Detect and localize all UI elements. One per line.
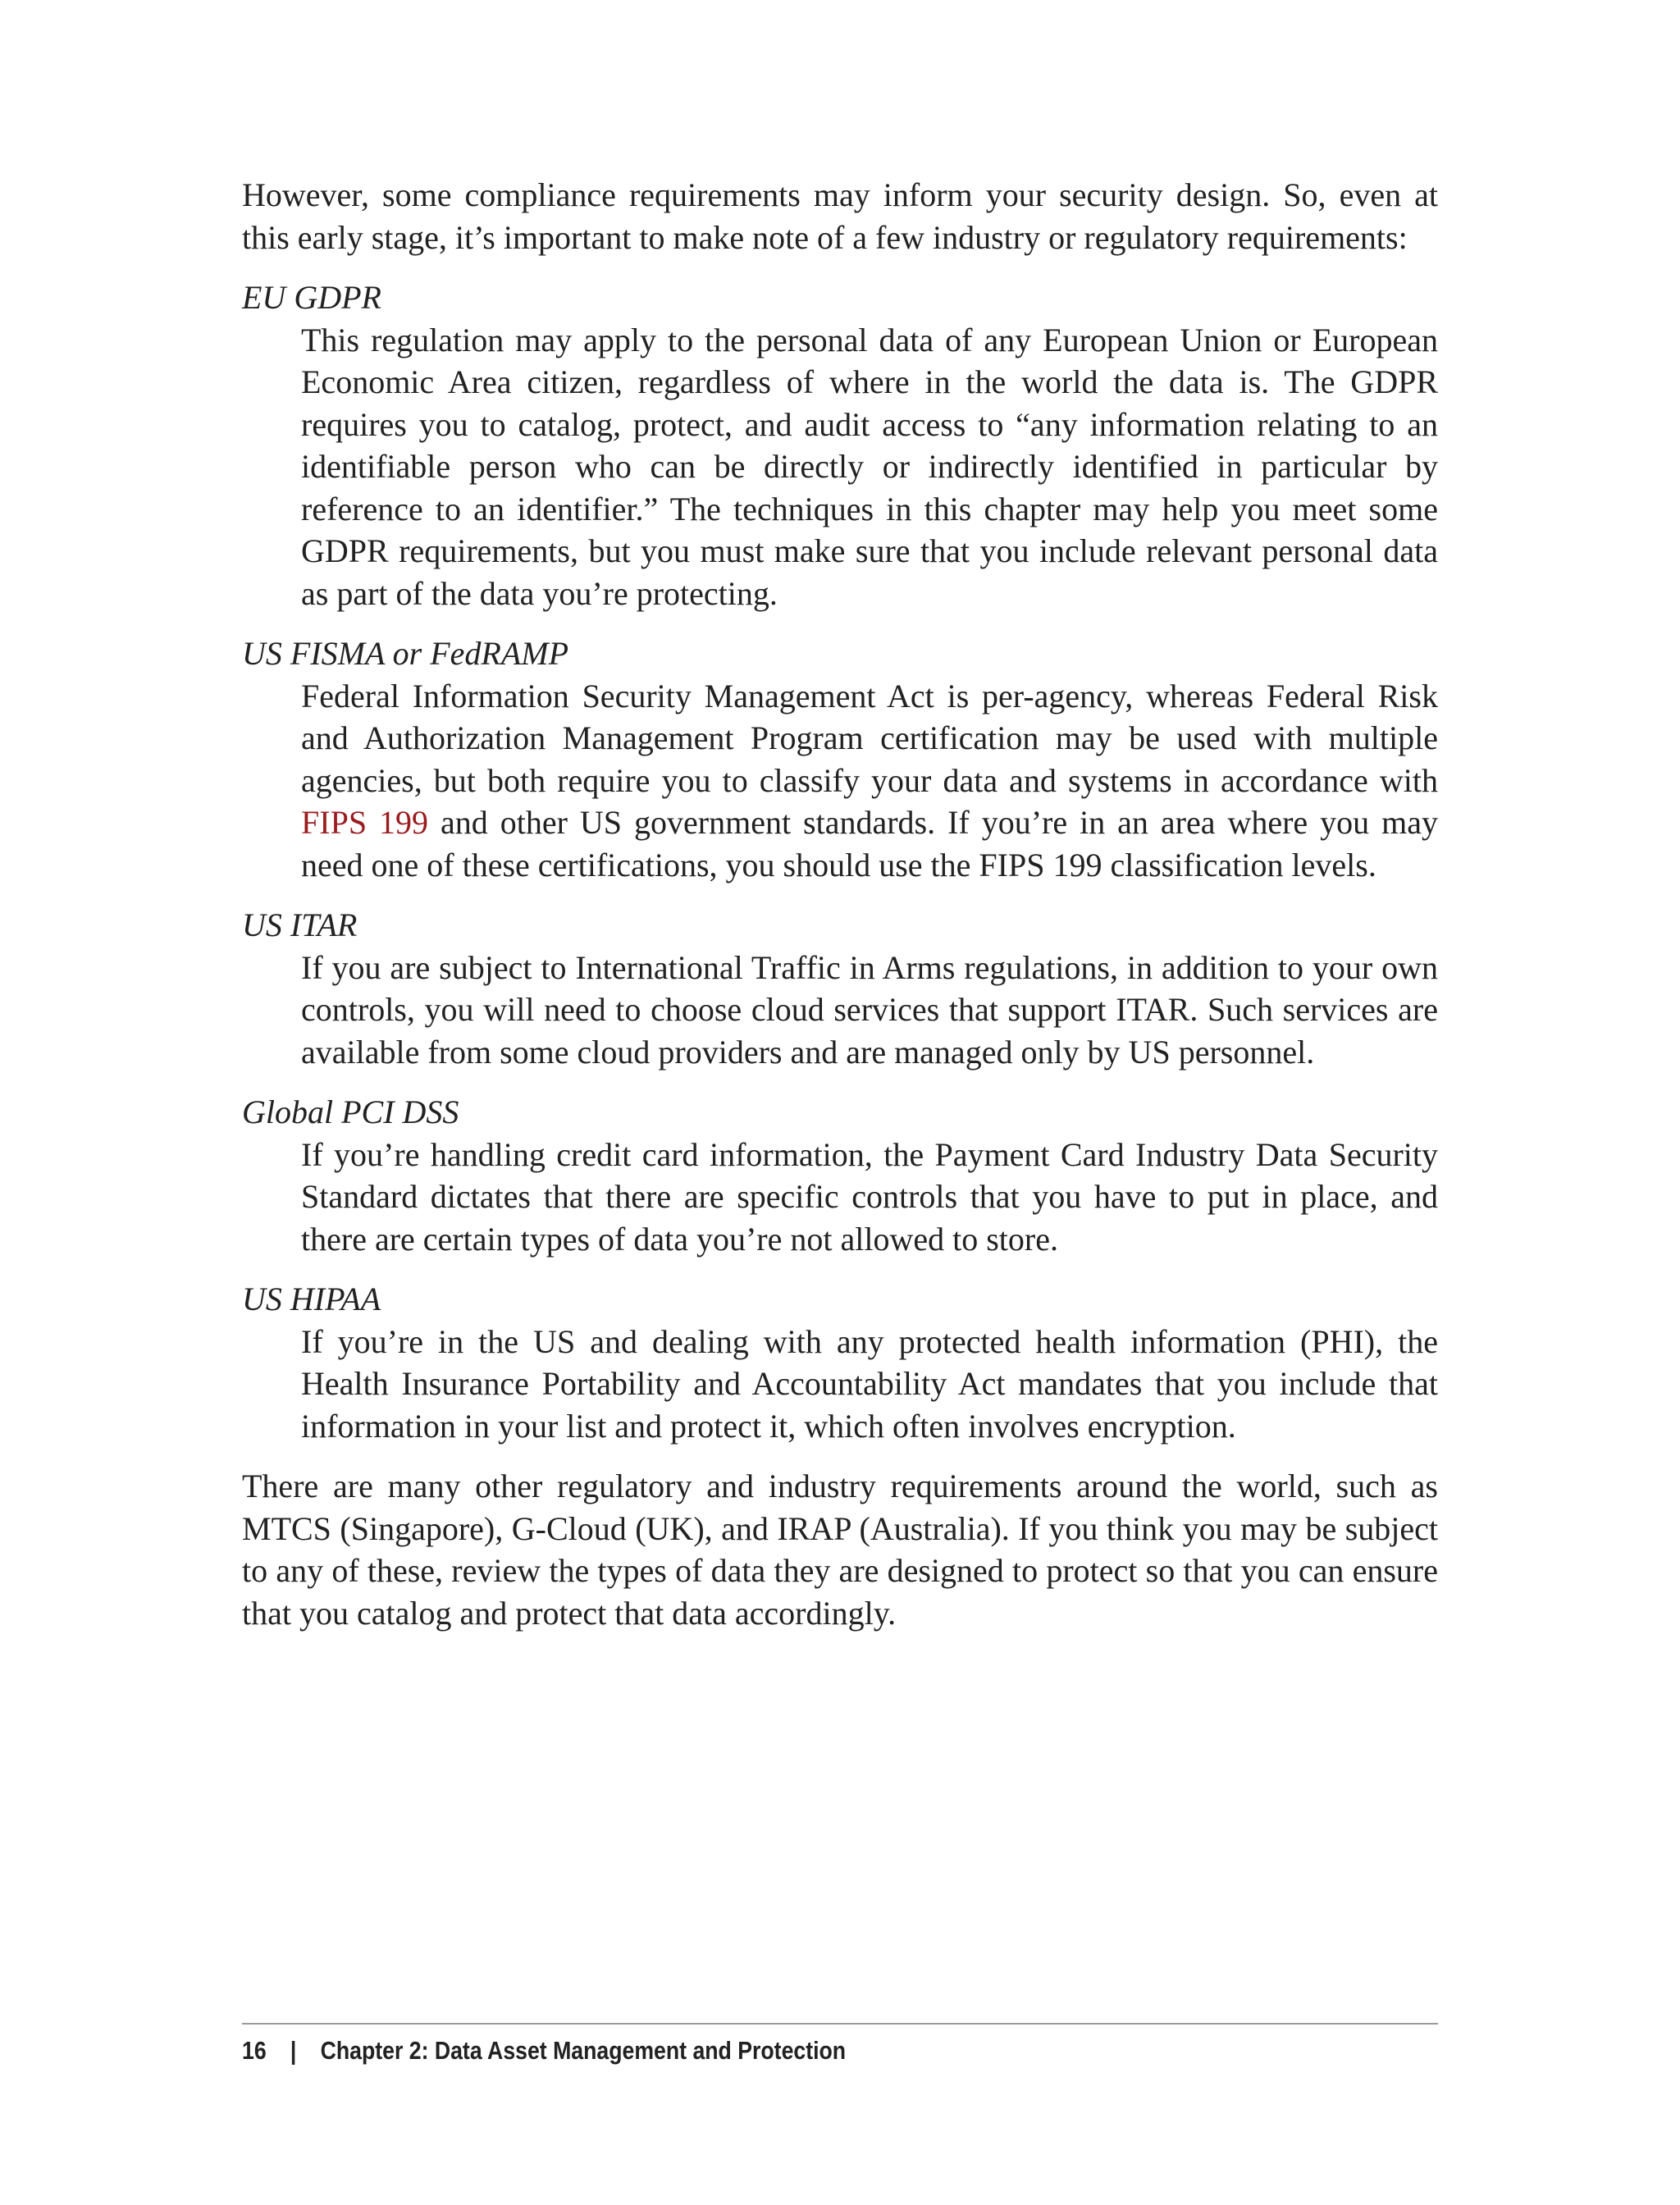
term-global-pci-dss: Global PCI DSS xyxy=(242,1093,459,1130)
compliance-list xyxy=(242,276,1438,1447)
definition-global-pci-dss: If you’re handling credit card information, the Payment Card Industry Data Security Standard dictates that there are specific controls that you have to put in place, and there are certain types of data you’re not allowed to store. xyxy=(301,1135,1438,1258)
footer-separator: | xyxy=(290,2036,297,2065)
term-us-hipaa: US HIPAA xyxy=(242,1281,381,1317)
definition-text-after-link: and other US government standards. If you’re in an area where you may need one of these certifications, you should use the FIPS 199 classification levels. xyxy=(301,804,1438,883)
definition-text-before-link: Federal Information Security Management Act is per-agency, whereas Federal Risk and Authorization Management Program certification may be used with multiple agencies, but both require you to classify your data and systems in accordance with xyxy=(301,677,1438,799)
footer-divider xyxy=(242,2023,1438,2025)
term-eu-gdpr: EU GDPR xyxy=(242,279,381,316)
page-footer xyxy=(242,2026,846,2075)
closing-paragraph: There are many other regulatory and industry requirements around the world, such as MTCS (Singapore), G-Cloud (UK), and IRAP (Australia). If you think you may be subject to any of these, review the types of data they are designed to protect so that you can ensure that you catalog and protect that data accordingly. xyxy=(242,1468,1438,1632)
term-us-itar: US ITAR xyxy=(242,906,358,943)
definition-us-fisma-fedramp xyxy=(301,675,1438,887)
definition-us-itar: If you are subject to International Traffic in Arms regulations, in addition to your own controls, you will need to choose cloud services that support ITAR. Such services are available from some cloud providers and are managed only by US personnel. xyxy=(301,948,1438,1071)
definition-us-hipaa: If you’re in the US and dealing with any protected health information (PHI), the Health Insurance Portability and Accountability Act mandates that you include that information in your list and protect it, which often involves encryption. xyxy=(301,1322,1438,1445)
chapter-title: Chapter 2: Data Asset Management and Protection xyxy=(320,2036,847,2065)
page-body xyxy=(242,174,1438,1652)
definition-eu-gdpr: This regulation may apply to the personal data of any European Union or European Economic Area citizen, regardless of where in the world the data is. The GDPR requires you to catalog, protect, and audit access to “any information relating to an identifiable person who can be directly or indirectly identified in particular by reference to an identifier.” The techniques in this chapter may help you meet some GDPR requirements, but you must make sure that you include relevant personal data as part of the data you’re protecting. xyxy=(301,321,1438,612)
fips-199-link[interactable]: FIPS 199 xyxy=(301,804,429,841)
intro-paragraph: However, some compliance requirements may inform your security design. So, even at this early stage, it’s important to make note of a few industry or regulatory requirements: xyxy=(242,176,1438,256)
term-us-fisma-fedramp: US FISMA or FedRAMP xyxy=(242,635,569,672)
page-number: 16 xyxy=(242,2036,267,2065)
